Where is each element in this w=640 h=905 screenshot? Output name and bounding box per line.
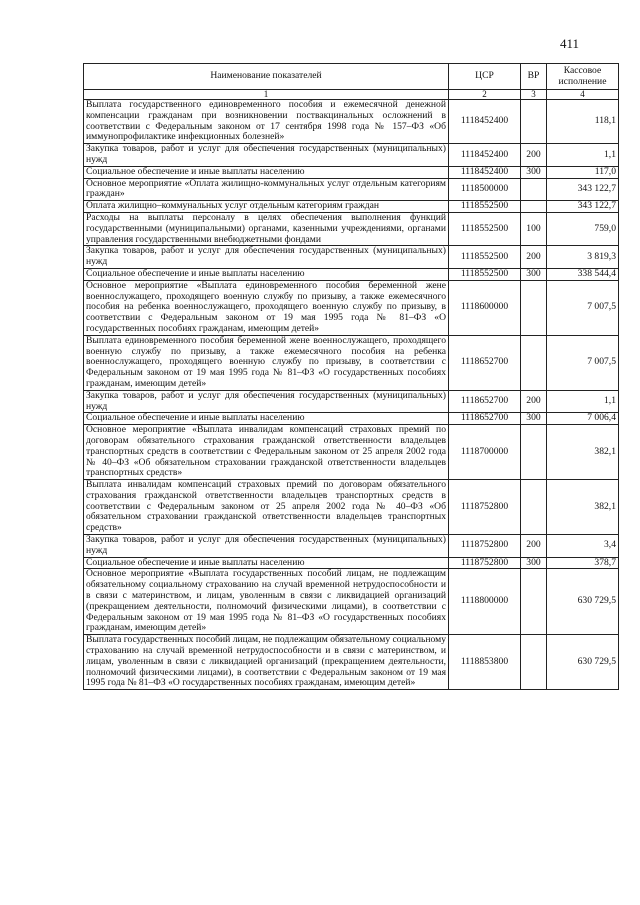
row-amount: 7 006,4 — [547, 413, 619, 425]
table-row — [84, 557, 619, 569]
column-number: 2 — [449, 90, 521, 100]
table-row — [84, 480, 619, 535]
row-vr — [521, 425, 547, 480]
table-row — [84, 166, 619, 178]
row-csr: 1118652700 — [449, 413, 521, 425]
row-vr: 300 — [521, 413, 547, 425]
row-name: Основное мероприятие «Выплата государственных пособий лицам, не подлежащим обязательному социальному страхованию на случай временной нетрудоспособности и в связи с материнством, и лицам, уволенным в связи с ликвидацией организаций (прекращением деятельности, полномочий физическими лицами), в соответствии с Федеральным законом от 19 мая 1995 года № 81–ФЗ «О государственных пособиях гражданам, имеющим детей» — [84, 569, 449, 635]
table-row — [84, 100, 619, 144]
row-name: Выплата государственного единовременного пособия и ежемесячной денежной компенсации гражданам при возникновении поствакцинальных осложнений в соответствии с Федеральным законом от 17 сентября 1998 года № 157–ФЗ «Об иммунопрофилактике инфекционных болезней» — [84, 100, 449, 144]
row-vr: 300 — [521, 557, 547, 569]
row-amount: 7 007,5 — [547, 335, 619, 390]
row-vr — [521, 178, 547, 201]
table-row — [84, 280, 619, 335]
row-name: Закупка товаров, работ и услуг для обеспечения государственных (муниципальных) нужд — [84, 535, 449, 558]
table-row — [84, 635, 619, 690]
row-csr: 1118652700 — [449, 335, 521, 390]
row-vr — [521, 635, 547, 690]
row-name: Выплата единовременного пособия беременной жене военнослужащего, проходящего военную службу по призыву, а также ежемесячного пособия на ребенка военнослужащего, проходящего военную службу по призыву, в соответствии с Федеральным законом от 19 мая 1995 года № 81–ФЗ «О государственных пособиях гражданам, имеющим детей» — [84, 335, 449, 390]
row-vr — [521, 480, 547, 535]
row-vr: 200 — [521, 390, 547, 413]
column-number: 1 — [84, 90, 449, 100]
row-name: Социальное обеспечение и иные выплаты населению — [84, 413, 449, 425]
table-row — [84, 246, 619, 269]
row-name: Социальное обеспечение и иные выплаты населению — [84, 166, 449, 178]
row-name: Социальное обеспечение и иные выплаты населению — [84, 268, 449, 280]
row-amount: 759,0 — [547, 212, 619, 245]
row-vr: 200 — [521, 144, 547, 167]
row-vr: 300 — [521, 268, 547, 280]
header-row — [84, 64, 619, 90]
table-row — [84, 212, 619, 245]
column-number: 4 — [547, 90, 619, 100]
row-amount: 118,1 — [547, 100, 619, 144]
row-csr: 1118752800 — [449, 557, 521, 569]
row-vr — [521, 335, 547, 390]
table-row — [84, 335, 619, 390]
row-csr: 1118800000 — [449, 569, 521, 635]
header-amount: Кассовое исполнение — [547, 64, 619, 90]
row-csr: 1118452400 — [449, 100, 521, 144]
row-csr: 1118452400 — [449, 166, 521, 178]
table-row — [84, 144, 619, 167]
row-vr: 100 — [521, 212, 547, 245]
row-csr: 1118552500 — [449, 212, 521, 245]
row-name: Основное мероприятие «Оплата жилищно-коммунальных услуг отдельным категориям граждан» — [84, 178, 449, 201]
row-csr: 1118552500 — [449, 246, 521, 269]
page-number: 411 — [560, 36, 580, 51]
row-amount: 7 007,5 — [547, 280, 619, 335]
row-vr — [521, 280, 547, 335]
row-amount: 338 544,4 — [547, 268, 619, 280]
row-csr: 1118752800 — [449, 480, 521, 535]
row-csr: 1118700000 — [449, 425, 521, 480]
row-amount: 382,1 — [547, 425, 619, 480]
row-amount: 343 122,7 — [547, 178, 619, 201]
row-amount: 1,1 — [547, 390, 619, 413]
row-amount: 3 819,3 — [547, 246, 619, 269]
row-csr: 1118600000 — [449, 280, 521, 335]
row-vr: 200 — [521, 535, 547, 558]
row-vr — [521, 569, 547, 635]
column-number-row — [84, 90, 619, 100]
row-vr — [521, 100, 547, 144]
row-amount: 1,1 — [547, 144, 619, 167]
row-amount: 630 729,5 — [547, 569, 619, 635]
row-name: Оплата жилищно–коммунальных услуг отдельным категориям граждан — [84, 201, 449, 213]
header-name: Наименование показателей — [84, 64, 449, 90]
row-vr: 200 — [521, 246, 547, 269]
row-amount: 3,4 — [547, 535, 619, 558]
row-csr: 1118552500 — [449, 201, 521, 213]
row-name: Основное мероприятие «Выплата инвалидам компенсаций страховых премий по договорам обязательного страхования гражданской ответственности владельцев транспортных средств в соответствии с Федеральным законом от 25 апреля 2002 года № 40–ФЗ «Об обязательном страховании гражданской ответственности владельцев транспортных средств» — [84, 425, 449, 480]
row-amount: 117,0 — [547, 166, 619, 178]
row-amount: 378,7 — [547, 557, 619, 569]
budget-execution-table — [83, 63, 619, 690]
row-name: Социальное обеспечение и иные выплаты населению — [84, 557, 449, 569]
table-row — [84, 201, 619, 213]
row-name: Выплата инвалидам компенсаций страховых премий по договорам обязательного страхования гражданской ответственности владельцев транспортных средств в соответствии с Федеральным законом от 25 апреля 2002 года № 40–ФЗ «Об обязательном страховании гражданской ответственности владельцев транспортных средств» — [84, 480, 449, 535]
row-amount: 630 729,5 — [547, 635, 619, 690]
row-csr: 1118552500 — [449, 268, 521, 280]
table-row — [84, 178, 619, 201]
row-name: Расходы на выплаты персоналу в целях обеспечения выполнения функций государственными (муниципальными) органами, казенными учреждениями, органами управления государственными внебюджетными фондами — [84, 212, 449, 245]
column-number: 3 — [521, 90, 547, 100]
row-name: Закупка товаров, работ и услуг для обеспечения государственных (муниципальных) нужд — [84, 144, 449, 167]
table-row — [84, 268, 619, 280]
row-vr — [521, 201, 547, 213]
row-name: Закупка товаров, работ и услуг для обеспечения государственных (муниципальных) нужд — [84, 390, 449, 413]
row-csr: 1118652700 — [449, 390, 521, 413]
table-row — [84, 413, 619, 425]
row-vr: 300 — [521, 166, 547, 178]
row-name: Выплата государственных пособий лицам, не подлежащим обязательному социальному страхованию на случай временной нетрудоспособности и в связи с материнством, и лицам, уволенным в связи с ликвидацией организаций (прекращением деятельности, полномочий физическими лицами), в соответствии с Федеральным законом от 19 мая 1995 года № 81–ФЗ «О государственных пособиях гражданам, имеющим детей» — [84, 635, 449, 690]
row-csr: 1118500000 — [449, 178, 521, 201]
table-row — [84, 569, 619, 635]
row-csr: 1118452400 — [449, 144, 521, 167]
row-name: Закупка товаров, работ и услуг для обеспечения государственных (муниципальных) нужд — [84, 246, 449, 269]
row-amount: 382,1 — [547, 480, 619, 535]
table-row — [84, 390, 619, 413]
row-amount: 343 122,7 — [547, 201, 619, 213]
table-row — [84, 425, 619, 480]
row-csr: 1118853800 — [449, 635, 521, 690]
row-csr: 1118752800 — [449, 535, 521, 558]
header-csr: ЦСР — [449, 64, 521, 90]
header-vr: ВР — [521, 64, 547, 90]
row-name: Основное мероприятие «Выплата единовременного пособия беременной жене военнослужащего, проходящего военную службу по призыву, а также ежемесячного пособия на ребенка военнослужащего, проходящего военную службу по призыву, в соответствии с Федеральным законом от 19 мая 1995 года № 81–ФЗ «О государственных пособиях гражданам, имеющим детей» — [84, 280, 449, 335]
table-row — [84, 535, 619, 558]
